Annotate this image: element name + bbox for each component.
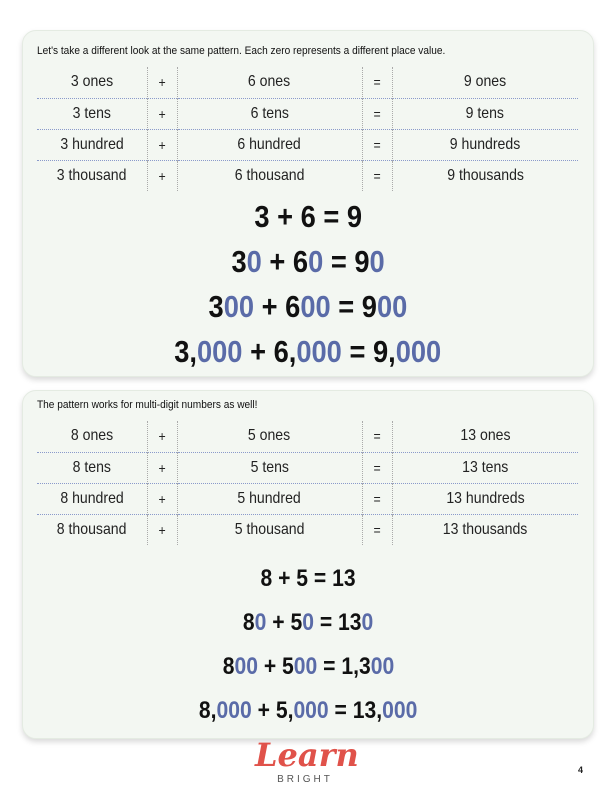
place-value-zeros: 0 xyxy=(369,244,385,279)
equation xyxy=(23,244,593,280)
cell-text: 13 tens xyxy=(462,458,509,476)
equation-part: 3, xyxy=(174,334,198,369)
equation-part: 8 xyxy=(242,609,255,636)
equation xyxy=(23,565,593,593)
equation-part: + 6 xyxy=(254,289,301,324)
cell-text: + xyxy=(158,521,166,538)
equation xyxy=(23,653,593,681)
table-cell xyxy=(362,514,392,545)
table-cell xyxy=(392,514,578,545)
cell-text: 13 ones xyxy=(460,427,511,445)
place-value-zeros: 000 xyxy=(395,334,442,369)
cell-text: 8 ones xyxy=(70,427,113,445)
equation xyxy=(23,697,593,725)
place-value-zeros: 00 xyxy=(223,289,255,324)
place-value-zeros: 00 xyxy=(300,289,331,324)
table-cell xyxy=(392,483,578,514)
table-cell xyxy=(392,452,578,483)
place-value-zeros: 00 xyxy=(293,653,317,680)
cell-text: 9 thousands xyxy=(446,166,524,184)
table-cell xyxy=(362,452,392,483)
table-cell xyxy=(177,514,362,545)
cell-text: 3 hundred xyxy=(60,135,124,153)
table-cell xyxy=(362,98,392,129)
equation xyxy=(23,289,593,325)
place-value-zeros: 0 xyxy=(254,609,267,636)
table-cell xyxy=(147,452,177,483)
table-cell xyxy=(37,67,147,98)
cell-text: = xyxy=(373,490,381,507)
table-cell xyxy=(37,421,147,452)
page-number: 4 xyxy=(578,765,584,775)
table-cell xyxy=(177,67,362,98)
cell-text: 6 thousand xyxy=(234,166,305,184)
place-value-zeros: 0 xyxy=(361,609,374,636)
table-cell xyxy=(392,129,578,160)
equation-part: = 13, xyxy=(328,697,382,724)
cell-text: 3 thousand xyxy=(56,166,127,184)
equation-part: 8 + 5 = 13 xyxy=(260,565,356,592)
table-cell xyxy=(37,514,147,545)
table-cell xyxy=(147,129,177,160)
table-row xyxy=(37,514,578,545)
table-row xyxy=(37,452,578,483)
table-cell xyxy=(362,129,392,160)
equation-part: + 6, xyxy=(242,334,297,369)
table-cell xyxy=(362,421,392,452)
cell-text: + xyxy=(158,167,166,184)
cell-text: 13 hundreds xyxy=(446,489,525,507)
cell-text: + xyxy=(158,490,166,507)
table-cell xyxy=(392,98,578,129)
logo-text: Learn xyxy=(255,736,359,774)
table-cell xyxy=(147,160,177,191)
cell-text: + xyxy=(158,459,166,476)
learn-bright-logo xyxy=(255,736,359,786)
cell-text: = xyxy=(373,136,381,153)
equation-part: = 9 xyxy=(323,244,370,279)
equation-part: + 5 xyxy=(266,609,303,636)
table-cell xyxy=(147,98,177,129)
table-cell xyxy=(362,160,392,191)
cell-text: + xyxy=(158,74,166,91)
equation-part: 3 xyxy=(231,244,247,279)
table-row xyxy=(37,160,578,191)
table-row xyxy=(37,129,578,160)
table-cell xyxy=(177,160,362,191)
section-2-table xyxy=(37,421,578,545)
equation-part: 8, xyxy=(198,697,217,724)
equation-part: = 13 xyxy=(313,609,362,636)
place-value-zeros: 0 xyxy=(302,609,314,636)
section-1-intro: Let's take a different look at the same pattern. Each zero represents a different place value. xyxy=(37,45,446,57)
table-cell xyxy=(392,67,578,98)
equation-part: = 1,3 xyxy=(316,653,371,680)
table-cell xyxy=(147,67,177,98)
equation-part: 3 xyxy=(208,289,224,324)
cell-text: = xyxy=(373,521,381,538)
cell-text: = xyxy=(373,428,381,445)
cell-text: 5 hundred xyxy=(237,489,302,507)
cell-text: + xyxy=(158,105,166,122)
table-cell xyxy=(177,452,362,483)
table-cell xyxy=(177,421,362,452)
equation xyxy=(23,199,593,235)
section-2-intro: The pattern works for multi-digit numbers as well! xyxy=(37,399,258,411)
equation-part: + 6 xyxy=(261,244,308,279)
table-row xyxy=(37,483,578,514)
table-cell xyxy=(37,483,147,514)
table-cell xyxy=(392,160,578,191)
section-2-card xyxy=(22,390,594,739)
cell-text: 8 thousand xyxy=(56,520,127,538)
cell-text: 6 hundred xyxy=(237,135,302,153)
table-cell xyxy=(147,483,177,514)
equation-part: 8 xyxy=(222,653,234,680)
place-value-zeros: 000 xyxy=(197,334,243,369)
equation-part: = 9, xyxy=(342,334,396,369)
cell-text: 5 ones xyxy=(248,427,291,445)
section-1-table xyxy=(37,67,578,191)
cell-text: = xyxy=(373,459,381,476)
cell-text: 5 thousand xyxy=(234,520,305,538)
equation-part: + 5, xyxy=(251,697,294,724)
cell-text: 5 tens xyxy=(250,458,289,476)
equation-part: 3 + 6 = 9 xyxy=(254,199,362,234)
table-cell xyxy=(147,421,177,452)
cell-text: 3 ones xyxy=(70,73,113,91)
place-value-zeros: 000 xyxy=(216,697,252,724)
table-cell xyxy=(362,67,392,98)
cell-text: + xyxy=(158,136,166,153)
table-cell xyxy=(37,452,147,483)
cell-text: 9 hundreds xyxy=(450,135,521,153)
cell-text: 6 ones xyxy=(248,73,291,91)
table-cell xyxy=(37,129,147,160)
table-row xyxy=(37,98,578,129)
logo-subtext: BRIGHT xyxy=(277,774,333,785)
place-value-zeros: 000 xyxy=(381,697,418,724)
place-value-zeros: 00 xyxy=(233,653,258,680)
place-value-zeros: 00 xyxy=(377,289,408,324)
table-cell xyxy=(37,160,147,191)
section-1-card xyxy=(22,30,594,377)
table-row xyxy=(37,67,578,98)
table-cell xyxy=(362,483,392,514)
cell-text: = xyxy=(373,74,381,91)
cell-text: = xyxy=(373,167,381,184)
table-row xyxy=(37,421,578,452)
cell-text: 9 ones xyxy=(464,73,507,91)
place-value-zeros: 0 xyxy=(308,244,324,279)
table-cell xyxy=(37,98,147,129)
cell-text: 13 thousands xyxy=(442,520,528,538)
table-cell xyxy=(177,483,362,514)
equation-part: + 5 xyxy=(257,653,294,680)
cell-text: 8 hundred xyxy=(60,489,124,507)
cell-text: 6 tens xyxy=(250,104,289,122)
equation xyxy=(23,609,593,637)
place-value-zeros: 00 xyxy=(370,653,394,680)
cell-text: = xyxy=(373,105,381,122)
cell-text: 3 tens xyxy=(72,104,111,122)
table-cell xyxy=(177,98,362,129)
place-value-zeros: 0 xyxy=(246,244,262,279)
table-cell xyxy=(147,514,177,545)
cell-text: + xyxy=(158,428,166,445)
place-value-zeros: 000 xyxy=(296,334,343,369)
table-cell xyxy=(177,129,362,160)
cell-text: 9 tens xyxy=(466,104,505,122)
table-cell xyxy=(392,421,578,452)
cell-text: 8 tens xyxy=(72,458,111,476)
place-value-zeros: 000 xyxy=(293,697,329,724)
equation-part: = 9 xyxy=(330,289,378,324)
equation xyxy=(23,334,593,370)
